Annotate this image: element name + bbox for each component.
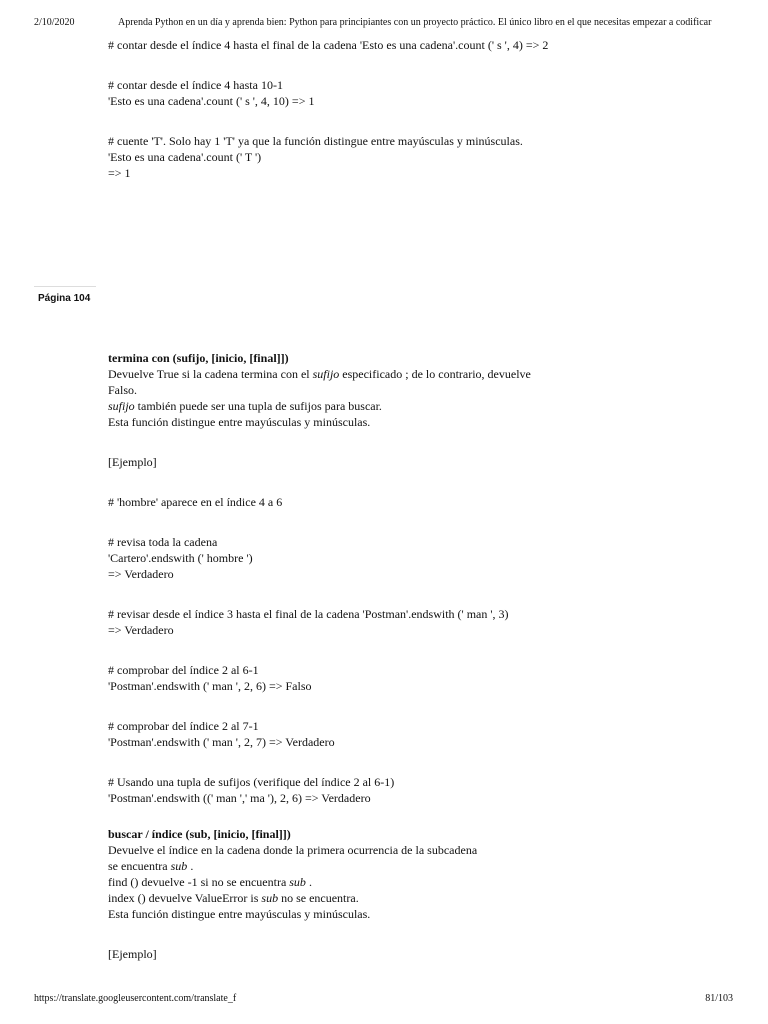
endswith-section xyxy=(108,350,531,806)
code-line: # contar desde el índice 4 hasta el final de la cadena 'Esto es una cadena'.count (' s ', 4) => 2 xyxy=(108,38,549,52)
description-line: Falso. xyxy=(108,383,138,397)
description-line: Devuelve el índice en la cadena donde la primera ocurrencia de la subcadena xyxy=(108,843,478,857)
example-label: [Ejemplo] xyxy=(108,947,157,961)
code-line: # cuente 'T'. Solo hay 1 'T' ya que la función distingue entre mayúsculas y minúsculas. xyxy=(108,134,523,148)
description-line: index () devuelve ValueError is sub no se encuentra. xyxy=(108,891,359,905)
count-examples xyxy=(108,37,548,181)
code-line: # contar desde el índice 4 hasta 10-1 xyxy=(108,78,283,92)
code-line: 'Esto es una cadena'.count (' s ', 4, 10) => 1 xyxy=(108,94,315,108)
code-line: => Verdadero xyxy=(108,567,174,581)
print-date: 2/10/2020 xyxy=(34,17,75,28)
section-heading: buscar / índice (sub, [inicio, [final]]) xyxy=(108,827,291,841)
code-line: # Usando una tupla de sufijos (verifique del índice 2 al 6-1) xyxy=(108,775,395,789)
description-line: sufijo también puede ser una tupla de sufijos para buscar. xyxy=(108,399,382,413)
code-line: # comprobar del índice 2 al 6-1 xyxy=(108,663,259,677)
code-line: 'Postman'.endswith ((' man ',' ma '), 2, 6) => Verdadero xyxy=(108,791,371,805)
code-line: # comprobar del índice 2 al 7-1 xyxy=(108,719,259,733)
code-line: 'Postman'.endswith (' man ', 2, 7) => Verdadero xyxy=(108,735,335,749)
code-line: # 'hombre' aparece en el índice 4 a 6 xyxy=(108,495,283,509)
code-line: 'Esto es una cadena'.count (' T ') xyxy=(108,150,262,164)
code-line: # revisar desde el índice 3 hasta el final de la cadena 'Postman'.endswith (' man ', 3) xyxy=(108,607,509,621)
code-line: # revisa toda la cadena xyxy=(108,535,218,549)
document-title: Aprenda Python en un día y aprenda bien: Python para principiantes con un proyecto práctico. El único libro en el que necesitas empezar a codificar xyxy=(118,17,712,28)
code-line: => 1 xyxy=(108,166,131,180)
page-divider xyxy=(34,286,96,287)
code-line: => Verdadero xyxy=(108,623,174,637)
page-count: 81/103 xyxy=(705,993,733,1004)
description-line: Esta función distingue entre mayúsculas y minúsculas. xyxy=(108,907,371,921)
description-line: Esta función distingue entre mayúsculas y minúsculas. xyxy=(108,415,371,429)
page-number-label: Página 104 xyxy=(38,293,91,304)
find-section xyxy=(108,826,477,962)
code-line: 'Cartero'.endswith (' hombre ') xyxy=(108,551,253,565)
description-line: Devuelve True si la cadena termina con el sufijo especificado ; de lo contrario, devuelve xyxy=(108,367,531,381)
code-line: 'Postman'.endswith (' man ', 2, 6) => Falso xyxy=(108,679,312,693)
example-label: [Ejemplo] xyxy=(108,455,157,469)
source-url: https://translate.googleusercontent.com/translate_f xyxy=(34,993,237,1004)
description-line: se encuentra sub . xyxy=(108,859,194,873)
description-line: find () devuelve -1 si no se encuentra sub . xyxy=(108,875,312,889)
section-heading: termina con (sufijo, [inicio, [final]]) xyxy=(108,351,289,365)
